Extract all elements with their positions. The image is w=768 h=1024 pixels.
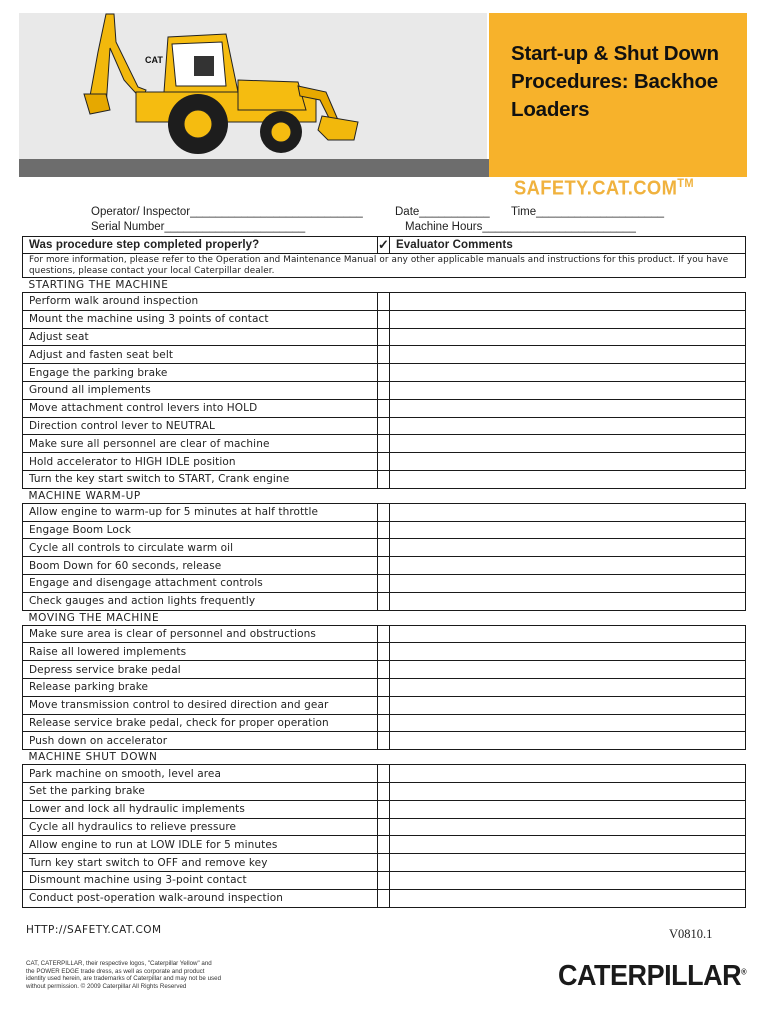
checklist-row [23,346,746,364]
step-comment-field[interactable] [390,643,746,661]
step-comment-field[interactable] [390,592,746,610]
step-comment-field[interactable] [390,435,746,453]
step-label: Make sure area is clear of personnel and obstructions [23,625,378,643]
step-comment-field[interactable] [390,661,746,679]
step-checkbox[interactable] [378,539,390,557]
step-label: Set the parking brake [23,782,378,800]
legal-notice: CAT, CATERPILLAR, their respective logos, "Caterpillar Yellow" and the POWER EDGE trade dress, as well as corporate and product identity used herein, are trademarks of Caterpillar and may not be used without permission. © 2009 Caterpillar All Rights Reserved [26,960,222,990]
checklist-row [23,399,746,417]
step-checkbox[interactable] [378,574,390,592]
checklist-row [23,765,746,783]
step-checkbox[interactable] [378,557,390,575]
checklist-row [23,871,746,889]
step-comment-field[interactable] [390,364,746,382]
step-checkbox[interactable] [378,625,390,643]
date-field[interactable]: Date___________ [395,206,490,218]
backhoe-loader-image [76,12,376,160]
step-checkbox[interactable] [378,714,390,732]
step-comment-field[interactable] [390,310,746,328]
step-checkbox[interactable] [378,818,390,836]
step-comment-field[interactable] [390,503,746,521]
step-label: Conduct post-operation walk-around inspection [23,889,378,907]
checklist-row [23,453,746,471]
step-comment-field[interactable] [390,625,746,643]
step-comment-field[interactable] [390,678,746,696]
step-checkbox[interactable] [378,643,390,661]
step-comment-field[interactable] [390,328,746,346]
checklist-row [23,364,746,382]
checklist-table [22,236,746,908]
step-comment-field[interactable] [390,574,746,592]
step-label: Boom Down for 60 seconds, release [23,557,378,575]
checklist-row [23,714,746,732]
checklist-row [23,782,746,800]
step-label: Adjust seat [23,328,378,346]
step-checkbox[interactable] [378,521,390,539]
step-label: Make sure all personnel are clear of machine [23,435,378,453]
info-text: For more information, please refer to the Operation and Maintenance Manual or any other applicable manuals and instructions for this product. If you have questions, please contact your local Caterpillar dealer. [23,254,746,278]
step-comment-field[interactable] [390,521,746,539]
step-checkbox[interactable] [378,854,390,872]
info-row [23,254,746,278]
step-checkbox[interactable] [378,592,390,610]
step-label: Engage and disengage attachment controls [23,574,378,592]
machine-hours-field[interactable]: Machine Hours________________________ [405,221,636,233]
step-checkbox[interactable] [378,503,390,521]
checklist-row [23,470,746,488]
step-comment-field[interactable] [390,346,746,364]
checklist-row [23,574,746,592]
step-comment-field[interactable] [390,453,746,471]
caterpillar-logo-text: CATERPILLAR [558,960,742,992]
step-checkbox[interactable] [378,782,390,800]
version-label: V0810.1 [669,927,713,941]
checklist-row [23,800,746,818]
step-label: Perform walk around inspection [23,293,378,311]
step-checkbox[interactable] [378,417,390,435]
section-row [23,488,746,503]
step-label: Park machine on smooth, level area [23,765,378,783]
step-label: Direction control lever to NEUTRAL [23,417,378,435]
checklist-row [23,818,746,836]
section-title: MACHINE WARM-UP [23,488,746,503]
checklist-row [23,521,746,539]
checklist-row [23,293,746,311]
step-label: Allow engine to run at LOW IDLE for 5 minutes [23,836,378,854]
step-checkbox[interactable] [378,836,390,854]
step-checkbox[interactable] [378,453,390,471]
step-label: Cycle all controls to circulate warm oil [23,539,378,557]
step-comment-field[interactable] [390,800,746,818]
step-label: Push down on accelerator [23,732,378,750]
step-comment-field[interactable] [390,854,746,872]
step-label: Release service brake pedal, check for proper operation [23,714,378,732]
step-label: Mount the machine using 3 points of contact [23,310,378,328]
step-comment-field[interactable] [390,732,746,750]
step-comment-field[interactable] [390,818,746,836]
section-title: MACHINE SHUT DOWN [23,750,746,765]
step-label: Move attachment control levers into HOLD [23,399,378,417]
safety-brand-tm: TM [677,176,694,190]
step-label: Engage Boom Lock [23,521,378,539]
step-label: Lower and lock all hydraulic implements [23,800,378,818]
step-label: Move transmission control to desired direction and gear [23,696,378,714]
comments-header: Evaluator Comments [390,237,746,254]
svg-text:CAT: CAT [145,55,163,65]
safety-brand-text: SAFETY.CAT.COM [514,177,678,200]
step-comment-field[interactable] [390,714,746,732]
step-checkbox[interactable] [378,435,390,453]
checklist-row [23,661,746,679]
check-header: ✓ [378,237,389,252]
step-comment-field[interactable] [390,836,746,854]
checklist-row [23,732,746,750]
step-checkbox[interactable] [378,328,390,346]
step-checkbox[interactable] [378,678,390,696]
step-label: Depress service brake pedal [23,661,378,679]
step-comment-field[interactable] [390,557,746,575]
step-label: Adjust and fasten seat belt [23,346,378,364]
step-checkbox[interactable] [378,293,390,311]
checklist-row [23,696,746,714]
question-header: Was procedure step completed properly? [23,237,378,254]
step-label: Release parking brake [23,678,378,696]
step-checkbox[interactable] [378,381,390,399]
step-comment-field[interactable] [390,539,746,557]
step-comment-field[interactable] [390,399,746,417]
section-row [23,610,746,625]
step-label: Allow engine to warm-up for 5 minutes at half throttle [23,503,378,521]
step-comment-field[interactable] [390,696,746,714]
step-checkbox[interactable] [378,470,390,488]
footer-url-link[interactable]: HTTP://SAFETY.CAT.COM [26,924,162,936]
step-checkbox[interactable] [378,399,390,417]
caterpillar-logo [558,960,746,993]
step-comment-field[interactable] [390,417,746,435]
page-title: Start-up & Shut Down Procedures: Backhoe Loaders [511,42,719,121]
serial-number-field[interactable]: Serial Number______________________ [91,221,306,233]
checklist-row [23,678,746,696]
checklist-row [23,889,746,907]
step-label: Dismount machine using 3-point contact [23,871,378,889]
step-checkbox[interactable] [378,800,390,818]
step-comment-field[interactable] [390,293,746,311]
step-label: Turn the key start switch to START, Crank engine [23,470,378,488]
step-comment-field[interactable] [390,470,746,488]
checklist-row [23,854,746,872]
section-title: MOVING THE MACHINE [23,610,746,625]
table-header-row [23,237,746,254]
time-field[interactable]: Time____________________ [511,206,665,218]
caterpillar-logo-mark: ® [741,967,747,977]
step-checkbox[interactable] [378,732,390,750]
step-label: Raise all lowered implements [23,643,378,661]
step-comment-field[interactable] [390,765,746,783]
checklist-row [23,643,746,661]
step-label: Turn key start switch to OFF and remove key [23,854,378,872]
step-checkbox[interactable] [378,310,390,328]
step-label: Check gauges and action lights frequently [23,592,378,610]
step-checkbox[interactable] [378,871,390,889]
section-row [23,750,746,765]
checklist-row [23,417,746,435]
step-checkbox[interactable] [378,765,390,783]
step-checkbox[interactable] [378,889,390,907]
step-checkbox[interactable] [378,346,390,364]
step-checkbox[interactable] [378,661,390,679]
step-label: Engage the parking brake [23,364,378,382]
checklist-row [23,625,746,643]
step-comment-field[interactable] [390,871,746,889]
operator-field[interactable]: Operator/ Inspector___________________________ [91,206,363,218]
step-comment-field[interactable] [390,889,746,907]
section-row [23,278,746,293]
checklist-row [23,310,746,328]
checklist-row [23,836,746,854]
checklist-row [23,539,746,557]
checklist-row [23,381,746,399]
checklist-row [23,435,746,453]
step-comment-field[interactable] [390,381,746,399]
step-checkbox[interactable] [378,364,390,382]
safety-cat-brand [514,176,694,201]
step-comment-field[interactable] [390,782,746,800]
step-label: Cycle all hydraulics to relieve pressure [23,818,378,836]
checklist-row [23,503,746,521]
checklist-row [23,592,746,610]
step-label: Ground all implements [23,381,378,399]
checklist-row [23,328,746,346]
section-title: STARTING THE MACHINE [23,278,746,293]
checklist-row [23,557,746,575]
step-label: Hold accelerator to HIGH IDLE position [23,453,378,471]
step-checkbox[interactable] [378,696,390,714]
